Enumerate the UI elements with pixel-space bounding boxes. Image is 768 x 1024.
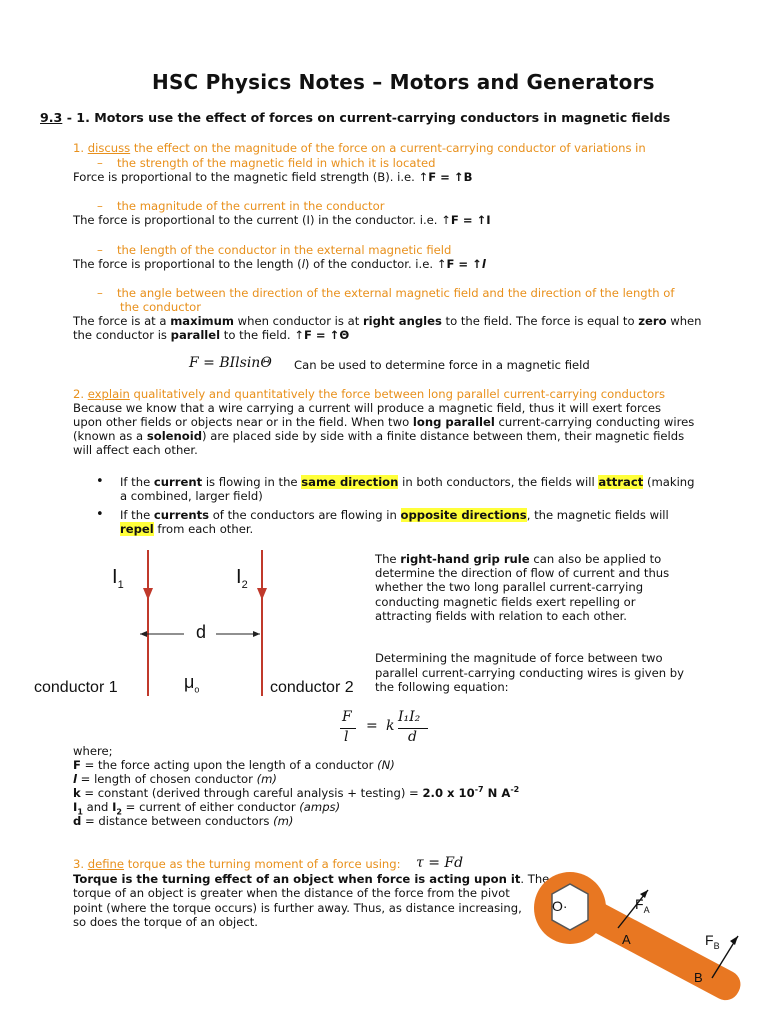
bullet-dot: • [96, 474, 104, 489]
w5-symbol: d [73, 814, 82, 828]
w3-value: 2.0 x 10 [422, 786, 475, 800]
w2-text: = length of chosen conductor [76, 772, 257, 786]
page-title: HSC Physics Notes – Motors and Generators [152, 70, 655, 94]
eq-denominator-l: l [344, 729, 349, 745]
w5-unit: (m) [273, 814, 294, 828]
item1-sub2-answer [73, 213, 491, 228]
w3-symbol: k [73, 786, 81, 800]
force-b-arrowhead-icon [730, 936, 738, 945]
torque-line3: point (where the torque occurs) is further away. Thus, as distance increasing, [73, 901, 522, 915]
current-label-1 [112, 566, 124, 589]
sub3-relation: F = ↑ [446, 257, 482, 271]
b1-a: If the [120, 475, 154, 489]
sub4-maximum: maximum [170, 314, 234, 328]
bullet1-line2: a combined, larger field) [120, 489, 263, 503]
permeability-label [184, 672, 199, 693]
w4-i1: I [73, 800, 78, 814]
w2-unit: (m) [256, 772, 277, 786]
bullet-dot: • [96, 507, 104, 522]
torque-line4: so does the torque of an object. [73, 915, 258, 929]
distance-arrow-right-icon [253, 631, 260, 637]
force-formula: F = BIlsinΘ [189, 355, 272, 371]
i1-subscript: 1 [117, 579, 124, 591]
w5-text: = distance between conductors [81, 814, 274, 828]
pivot-letter: O [552, 898, 563, 914]
mu-letter: μ [184, 672, 195, 692]
magnitude-line1: Determining the magnitude of force between two [375, 651, 663, 665]
w2-symbol: l [73, 772, 77, 786]
w4-i2: I [112, 800, 117, 814]
b1-current: current [153, 475, 203, 489]
torque-line2: torque of an object is greater when the distance of the force from the pivot [73, 886, 510, 900]
force-a-label [635, 896, 650, 915]
item2-para-line2 [73, 415, 694, 430]
fa-letter: F [635, 896, 644, 912]
b1-d: (making [643, 475, 695, 489]
r1-b: can also be applied to [529, 552, 662, 566]
item3-heading [73, 857, 401, 872]
fb-subscript: B [713, 940, 720, 951]
w4-unit: (amps) [299, 800, 341, 814]
b2-c: , the magnetic fields will [526, 508, 669, 522]
grip-rule-line2: determine the direction of flow of current and thus [375, 566, 670, 580]
item3-number: 3. [73, 857, 88, 871]
item2-number: 2. [73, 387, 88, 401]
i2-letter: I [236, 566, 242, 588]
point-a-label: A [622, 932, 631, 947]
item1-sub1-answer [73, 170, 472, 185]
sub3-relation-l: l [481, 257, 486, 271]
r1-a: The [375, 552, 401, 566]
fb-letter: F [705, 932, 714, 948]
b2-b: of the conductors are flowing in [209, 508, 401, 522]
item2-para-line4: will affect each other. [73, 443, 198, 457]
where-i [73, 800, 340, 815]
eq-equals: = [366, 718, 378, 734]
item1-number: 1. [73, 141, 88, 155]
p2-text: upon other fields or objects near or in the field. When two [73, 415, 413, 429]
item2-text: qualitatively and quantitatively the force between long parallel current-carrying conductors [129, 387, 666, 401]
w4-i2-sub: 2 [116, 807, 122, 817]
item1-sub4-answer-line1 [73, 314, 702, 329]
wrench-svg [530, 860, 760, 1010]
wrench-torque-diagram [530, 860, 760, 1010]
sub4-t2: when conductor is at [233, 314, 363, 328]
item1-sub4: – the angle between the direction of the external magnetic field and the direction of the length of [97, 286, 675, 300]
item1-sub1: – the strength of the magnetic field in which it is located [97, 156, 436, 170]
w1-symbol: F [73, 758, 81, 772]
eq-numerator-f: F [342, 709, 352, 725]
b1-same-direction: same direction [301, 475, 399, 489]
item1-sub3: – the length of the conductor in the external magnetic field [97, 243, 452, 257]
b2-opposite-directions: opposite directions [400, 508, 527, 522]
item3-text: torque as the turning moment of a force using: [124, 857, 401, 871]
eq-numerator-currents: I₁I₂ [398, 709, 421, 725]
sub1-answer-text: Force is proportional to the magnetic field strength (B). i.e. ↑ [73, 170, 429, 184]
item1-sub4-line1: the angle between the direction of the external magnetic field and the direction of the length of [117, 286, 675, 300]
sub4-t3: to the field. The force is equal to [441, 314, 639, 328]
section-number: 9.3 [40, 110, 63, 125]
sub2-answer-text: The force is proportional to the current (I) in the conductor. i.e. ↑ [73, 213, 451, 227]
where-f [73, 758, 395, 773]
p3-a: (known as a [73, 429, 147, 443]
item1-sub3-text: the length of the conductor in the external magnetic field [117, 243, 452, 257]
bullet2-line1 [120, 508, 669, 523]
w3-exponent: -7 [474, 785, 484, 795]
force-b-label [705, 932, 720, 951]
w3-unit: N A [483, 786, 511, 800]
p3-b: ) are placed side by side with a finite distance between them, their magnetic fields [202, 429, 685, 443]
where-label: where; [73, 744, 113, 758]
sub3-answer-b: ) of the conductor. i.e. ↑ [304, 257, 447, 271]
grip-rule-line4: conducting magnetic fields exert repelling or [375, 595, 636, 609]
right-hand-grip-rule: right-hand grip rule [400, 552, 530, 566]
magnitude-line3: the following equation: [375, 680, 509, 694]
w4-text: = current of either conductor [122, 800, 300, 814]
pivot-label: O· [552, 898, 568, 914]
w3-unit-exponent: -2 [510, 785, 520, 795]
t1-rest: . The [520, 872, 550, 886]
item1-heading [73, 141, 646, 156]
w4-and: and [82, 800, 113, 814]
sub4-right-angles: right angles [362, 314, 442, 328]
mu-subscript: o [194, 684, 200, 695]
item1-sub4-answer-line2 [73, 328, 349, 343]
item1-sub4-line2: the conductor [120, 300, 202, 314]
i1-letter: I [112, 566, 118, 588]
conductor-2-label: conductor 2 [270, 679, 354, 696]
b1-c: in both conductors, the fields will [398, 475, 599, 489]
conductor-1-label: conductor 1 [34, 679, 118, 696]
where-l [73, 772, 277, 787]
eq-denominator-d: d [408, 729, 417, 745]
parallel-conductors-diagram [24, 546, 364, 706]
torque-line1 [73, 872, 549, 887]
current-label-2 [236, 566, 248, 589]
p3-solenoid: solenoid [146, 429, 203, 443]
b1-attract: attract [598, 475, 644, 489]
item1-verb: discuss [87, 141, 131, 155]
item2-verb: explain [87, 387, 130, 401]
item1-sub1-text: the strength of the magnetic field in which it is located [117, 156, 436, 170]
item1-sub2-text: the magnitude of the current in the conductor [117, 199, 385, 213]
b2-currents: currents [153, 508, 210, 522]
sub4-zero: zero [638, 314, 667, 328]
bullet2-line2 [120, 522, 253, 537]
sub4-t6: to the field. ↑ [220, 328, 304, 342]
sub4-t5: the conductor is [73, 328, 171, 342]
point-b-label: B [694, 970, 703, 985]
item1-sub2: – the magnitude of the current in the conductor [97, 199, 385, 213]
item1-text: the effect on the magnitude of the force on a current-carrying conductor of variations in [130, 141, 646, 155]
eq-k: k [386, 718, 395, 734]
grip-rule-line1 [375, 552, 661, 567]
force-per-length-equation [336, 707, 436, 751]
item2-para-line1: Because we know that a wire carrying a current will produce a magnetic field, thus it will exert forces [73, 401, 662, 415]
i2-subscript: 2 [241, 579, 248, 591]
torque-definition: Torque is the turning effect of an object when force is acting upon it [73, 872, 521, 886]
current-arrow-1-icon [143, 588, 153, 600]
w3-text: = constant (derived through careful analysis + testing) = [80, 786, 423, 800]
sub3-l: l [301, 257, 305, 271]
fa-subscript: A [643, 904, 650, 915]
grip-rule-line3: whether the two long parallel current-carrying [375, 580, 644, 594]
sub4-t4: when [666, 314, 702, 328]
w1-unit: (N) [377, 758, 395, 772]
sub4-parallel: parallel [170, 328, 221, 342]
sub3-answer-a: The force is proportional to the length ( [73, 257, 302, 271]
where-k [73, 786, 519, 801]
item2-para-line3 [73, 429, 684, 444]
b2-a: If the [120, 508, 154, 522]
b2-d: from each other. [153, 522, 254, 536]
b1-b: is flowing in the [202, 475, 302, 489]
item2-heading [73, 387, 665, 402]
item1-sub3-answer [73, 257, 486, 272]
where-d [73, 814, 293, 829]
w1-text: = the force acting upon the length of a conductor [80, 758, 378, 772]
current-arrow-2-icon [257, 588, 267, 600]
w4-i1-sub: 1 [77, 807, 83, 817]
sub2-relation: F = ↑I [450, 213, 491, 227]
grip-rule-line5: attracting fields with relation to each other. [375, 609, 627, 623]
p2-rest: current-carrying conducting wires [494, 415, 695, 429]
section-heading [40, 110, 670, 125]
torque-formula: τ = Fd [416, 855, 464, 871]
sub1-relation: F = ↑B [428, 170, 473, 184]
distance-label: d [196, 622, 207, 642]
distance-arrow-left-icon [140, 631, 147, 637]
bullet1-line1 [120, 475, 695, 490]
section-title: - 1. Motors use the effect of forces on current-carrying conductors in magnetic fields [62, 110, 671, 125]
sub4-relation: F = ↑Θ [303, 328, 350, 342]
item3-verb: define [87, 857, 125, 871]
b2-repel: repel [120, 522, 154, 536]
sub4-t1: The force is at a [73, 314, 171, 328]
magnitude-line2: parallel current-carrying conducting wires is given by [375, 666, 685, 680]
force-formula-note: Can be used to determine force in a magnetic field [294, 358, 590, 372]
p2-bold: long parallel [412, 415, 495, 429]
